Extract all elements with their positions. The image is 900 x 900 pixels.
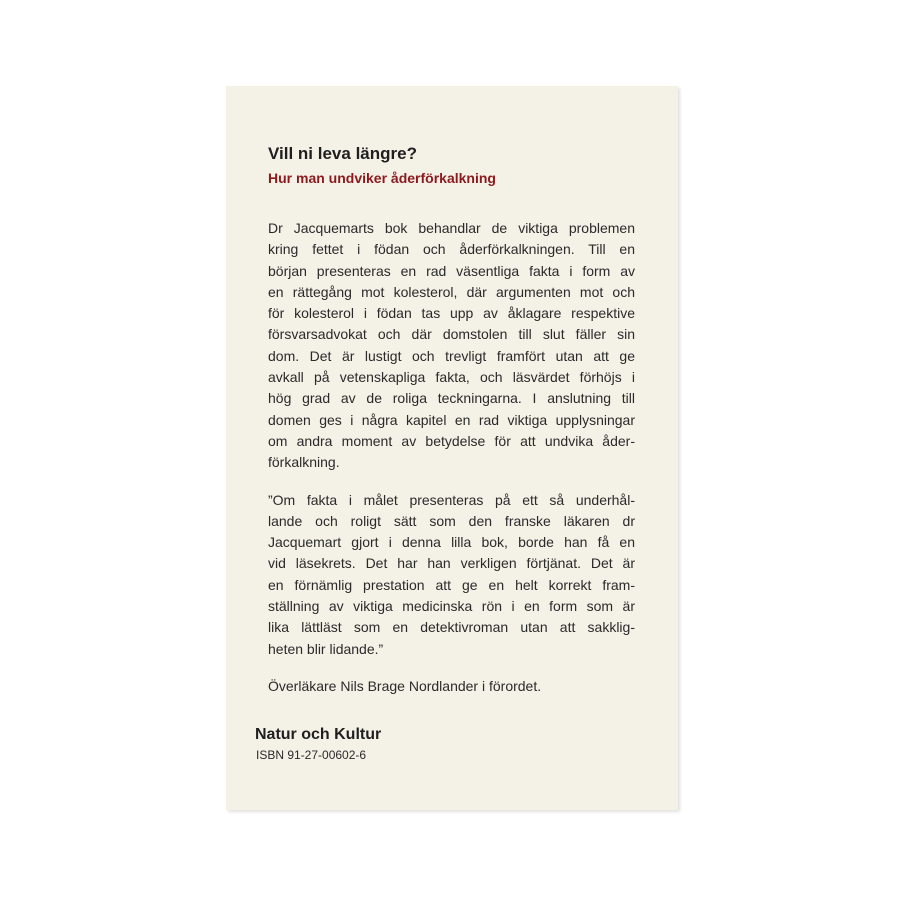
description-line: början presenteras en rad väsentliga fakta i form av — [268, 262, 635, 279]
publisher-name: Natur och Kultur — [255, 726, 382, 743]
quote-line: Jacquemart gjort i denna lilla bok, borde han få en — [268, 534, 635, 551]
quote-line: en förnämlig prestation att ge en helt korrekt fram- — [268, 576, 635, 593]
description-line: dom. Det är lustigt och trevligt framfört utan att ge — [268, 347, 635, 364]
description-line: domen ges i några kapitel en rad viktiga upplysningar — [268, 411, 635, 428]
quote-line: vid läsekrets. Det har han verkligen förtjänat. Det är — [268, 555, 635, 572]
book-back-cover — [226, 86, 678, 810]
quote-paragraph — [268, 490, 635, 660]
quote-line: lika lättläst som en detektivroman utan att sakklig- — [268, 619, 635, 636]
description-line: för kolesterol i födan tas upp av åklagare respektive — [268, 305, 635, 322]
isbn-number: ISBN 91-27-00602-6 — [256, 748, 367, 762]
description-line: kring fettet i födan och åderförkalkningen. Till en — [268, 241, 635, 258]
quote-attribution: Överläkare Nils Brage Nordlander i förordet. — [268, 677, 542, 694]
description-paragraph — [268, 218, 635, 474]
description-line: förkalkning. — [268, 454, 340, 471]
description-line: en rättegång mot kolesterol, där argumenten mot och — [268, 283, 635, 300]
description-line: hög grad av de roliga teckningarna. I anslutning till — [268, 390, 635, 407]
quote-line: ställning av viktiga medicinska rön i en form som är — [268, 598, 635, 615]
cover-body-text — [268, 218, 635, 697]
quote-line: lande och roligt sätt som den franske läkaren dr — [268, 512, 635, 529]
description-line: avkall på vetenskapliga fakta, och läsvärdet förhöjs i — [268, 369, 635, 386]
description-line: Dr Jacquemarts bok behandlar de viktiga problemen — [268, 220, 635, 236]
description-line: försvarsadvokat och där domstolen till slut fäller sin — [268, 326, 635, 343]
quote-line: ”Om fakta i målet presenteras på ett så underhål- — [268, 491, 635, 508]
cover-subtitle: Hur man undviker åderförkalkning — [268, 170, 496, 186]
cover-title: Vill ni leva längre? — [268, 144, 417, 163]
description-line: om andra moment av betydelse för att undvika åder- — [268, 432, 635, 449]
quote-line: heten blir lidande.” — [268, 640, 384, 657]
